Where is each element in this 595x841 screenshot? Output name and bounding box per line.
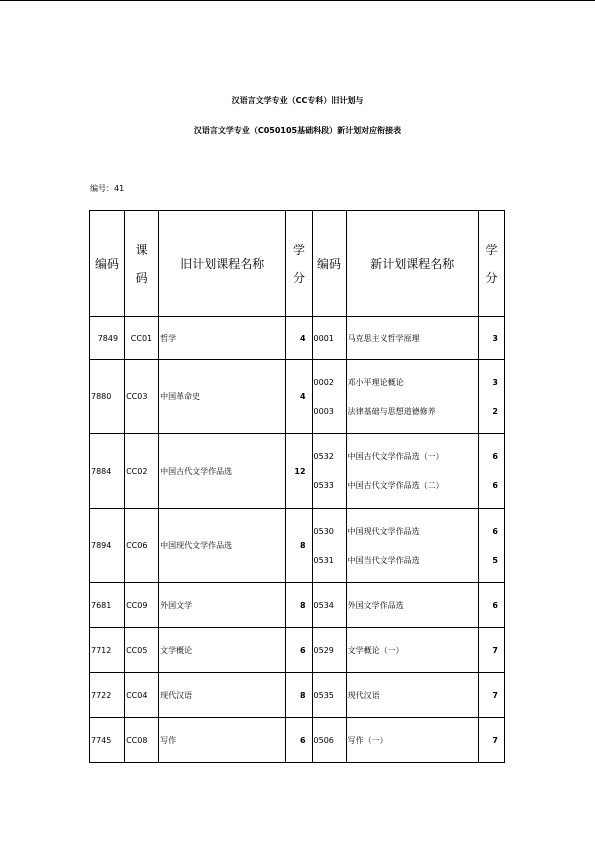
header-old-credit-bottom: 分: [292, 270, 305, 285]
new-code-item: 0533: [313, 481, 334, 490]
table-row: [90, 434, 505, 509]
old-name-cell: 写作: [159, 718, 286, 763]
new-name-cell: [346, 509, 478, 583]
header-old-code: 编码: [90, 211, 125, 317]
table-row: [90, 317, 505, 360]
course-code-cell: CC09: [125, 583, 159, 628]
document-title-line1: 汉语言文学专业（CC专科）旧计划与: [231, 96, 364, 105]
new-code-item: 0002: [313, 377, 334, 387]
old-name-cell: 文学概论: [159, 628, 286, 673]
old-credit-cell: 8: [286, 673, 312, 718]
new-code-item: 0003: [313, 406, 334, 416]
new-name-item: 中国当代文学作品选: [347, 555, 420, 565]
new-name-cell: 文学概论（一）: [346, 628, 478, 673]
course-code-cell: CC03: [125, 360, 159, 434]
new-credit-cell: [478, 509, 504, 583]
new-name-item: 邓小平理论概论: [347, 377, 404, 387]
old-credit-cell: 4: [286, 360, 312, 434]
new-credit-item: 6: [492, 452, 498, 461]
new-name-item: 法律基础与思想道德修养: [347, 406, 436, 416]
old-code-cell: 7894: [90, 509, 125, 583]
header-course-code-bottom: 码: [135, 270, 148, 285]
old-name-cell: 哲学: [159, 317, 286, 360]
new-credit-cell: [478, 434, 504, 509]
course-code-cell: CC05: [125, 628, 159, 673]
header-new-credit: [478, 211, 504, 317]
old-name-cell: 中国现代文学作品选: [159, 509, 286, 583]
old-code-cell: 7712: [90, 628, 125, 673]
header-course-code: [125, 211, 159, 317]
old-name-cell: 中国古代文学作品选: [159, 434, 286, 509]
old-code-cell: 7745: [90, 718, 125, 763]
course-mapping-table: [89, 210, 505, 763]
new-name-cell: 写作（一）: [346, 718, 478, 763]
new-credit-item: 6: [492, 526, 498, 536]
new-code-item: 0530: [313, 526, 334, 536]
new-name-cell: [346, 434, 478, 509]
new-credit-cell: 3: [478, 317, 504, 360]
new-code-item: 0531: [313, 555, 334, 565]
new-name-cell: 马克思主义哲学原理: [346, 317, 478, 360]
table-row: [90, 673, 505, 718]
course-code-cell: CC04: [125, 673, 159, 718]
new-code-cell: 0535: [312, 673, 346, 718]
header-old-credit: [286, 211, 312, 317]
old-credit-cell: 6: [286, 718, 312, 763]
new-credit-cell: 7: [478, 673, 504, 718]
new-code-item: 0532: [313, 452, 334, 461]
new-credit-cell: [478, 360, 504, 434]
new-code-cell: [312, 509, 346, 583]
old-credit-cell: 8: [286, 509, 312, 583]
new-name-item: 中国古代文学作品选（二）: [347, 481, 444, 490]
header-new-name: 新计划课程名称: [346, 211, 478, 317]
old-code-cell: 7849: [90, 317, 125, 360]
header-old-credit-top: 学: [292, 242, 305, 257]
table-row: [90, 509, 505, 583]
new-name-item: 中国现代文学作品选: [347, 526, 420, 536]
old-name-cell: 现代汉语: [159, 673, 286, 718]
old-name-cell: 外国文学: [159, 583, 286, 628]
header-course-code-top: 课: [135, 242, 148, 257]
table-row: [90, 583, 505, 628]
new-name-cell: 现代汉语: [346, 673, 478, 718]
old-credit-cell: 8: [286, 583, 312, 628]
old-code-cell: 7880: [90, 360, 125, 434]
new-credit-cell: 7: [478, 628, 504, 673]
header-new-credit-top: 学: [485, 242, 498, 257]
new-credit-item: 3: [492, 377, 498, 387]
table-row: [90, 360, 505, 434]
new-code-cell: 0506: [312, 718, 346, 763]
old-code-cell: 7884: [90, 434, 125, 509]
new-code-cell: 0534: [312, 583, 346, 628]
new-code-cell: 0001: [312, 317, 346, 360]
new-name-cell: 外国文学作品选: [346, 583, 478, 628]
header-row: [90, 211, 505, 317]
new-credit-cell: 6: [478, 583, 504, 628]
old-code-cell: 7681: [90, 583, 125, 628]
new-credit-item: 2: [492, 406, 498, 416]
header-new-code: 编码: [312, 211, 346, 317]
document-title-line2: 汉语言文学专业（C050105基础科段）新计划对应衔接表: [193, 126, 402, 135]
header-new-credit-bottom: 分: [485, 270, 498, 285]
serial-number: 编号：41: [90, 184, 125, 193]
old-code-cell: 7722: [90, 673, 125, 718]
new-name-item: 中国古代文学作品选（一）: [347, 452, 444, 461]
old-credit-cell: 12: [286, 434, 312, 509]
table-row: [90, 628, 505, 673]
course-code-cell: CC06: [125, 509, 159, 583]
table-row: [90, 718, 505, 763]
course-code-cell: CC01: [125, 317, 159, 360]
new-code-cell: [312, 434, 346, 509]
course-code-cell: CC02: [125, 434, 159, 509]
header-old-name: 旧计划课程名称: [159, 211, 286, 317]
new-code-cell: [312, 360, 346, 434]
old-credit-cell: 4: [286, 317, 312, 360]
old-credit-cell: 6: [286, 628, 312, 673]
new-credit-item: 6: [492, 481, 498, 490]
new-credit-cell: 7: [478, 718, 504, 763]
new-name-cell: [346, 360, 478, 434]
course-code-cell: CC08: [125, 718, 159, 763]
new-code-cell: 0529: [312, 628, 346, 673]
top-border-line: [0, 0, 595, 1]
new-credit-item: 5: [492, 555, 498, 565]
old-name-cell: 中国革命史: [159, 360, 286, 434]
